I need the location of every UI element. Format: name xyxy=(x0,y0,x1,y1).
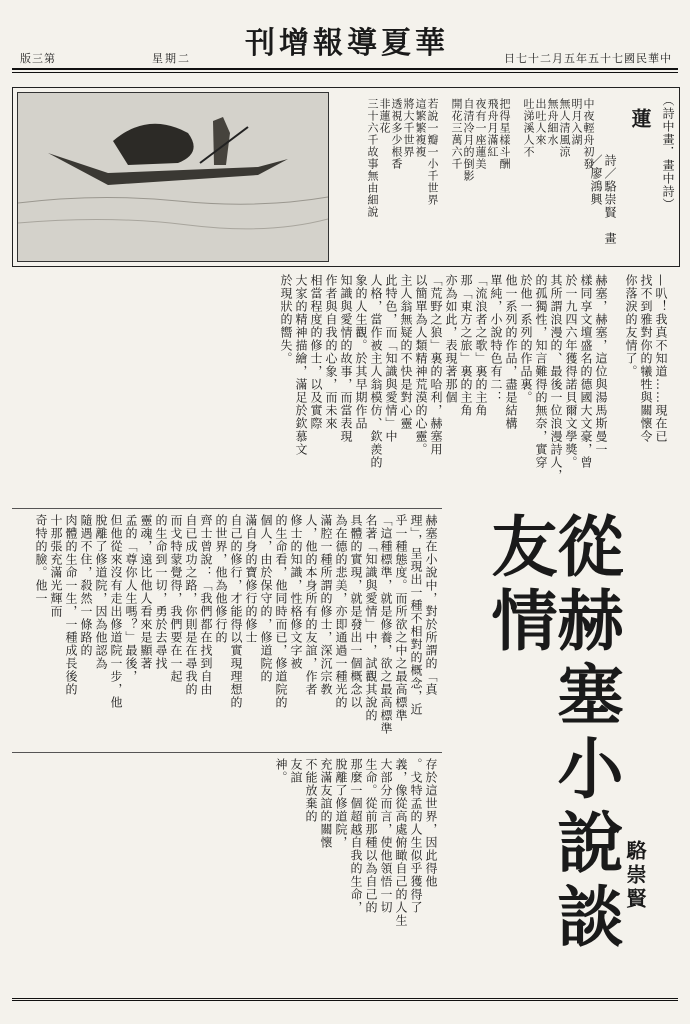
article-line: 但他從來沒有走出修道院一步，他 xyxy=(109,514,123,709)
article-line: 此特色，而「知識與愛情」中 xyxy=(384,274,398,443)
article-line: 乎一種態度。而所欲之中之最高標準 xyxy=(394,514,408,722)
article-line: 滿自身的寶修行的修士 xyxy=(244,514,258,644)
article-line: 主人翁無疑的不快是對心靈 xyxy=(399,274,413,430)
article-line: 亦為如此，表現著那個 xyxy=(444,274,458,404)
poem-credits: 詩／駱崇賢 畫／廖鴻興 xyxy=(589,154,617,245)
article-line: 。戈特孟的人生似乎獲得了 xyxy=(409,758,423,914)
masthead-rule-thin xyxy=(12,72,678,73)
page-label: 版三第 xyxy=(20,52,56,65)
article-line: 那麼一個超越自我的生命， xyxy=(349,758,363,914)
article-line: 赫塞，赫塞，這位與湯馬斯曼一 xyxy=(594,274,608,456)
article-line: 理」，呈現出一種不相對的概念，近 xyxy=(409,514,423,716)
article-line: 大家的精神描繪，滿足於欽慕文 xyxy=(294,274,308,456)
article-byline: 駱崇賢 xyxy=(623,840,647,912)
article-line: 友誼 xyxy=(289,758,303,784)
poem-line: 把得星樣斗酬 xyxy=(498,98,511,170)
poem-line: 這繁繁複複 xyxy=(414,98,427,158)
poem-line: 明月入湖 xyxy=(570,98,583,146)
article-line: 於現狀的嚮失。 xyxy=(279,274,293,365)
poem-lines xyxy=(365,94,595,260)
article-line: 名著「知識與愛情」中，試觀其說的 xyxy=(364,514,378,722)
poem-line: 飛舟月滿紅 xyxy=(486,98,499,158)
article-line: 個人，由於保守的，修道院的 xyxy=(259,514,273,683)
article-title: 從赫塞小說談友情 xyxy=(480,512,624,956)
article-line: 隨遇不住，殺然一條路的 xyxy=(79,514,93,657)
article-line: 人，他的本身所有的友誼，作者 xyxy=(304,514,318,696)
poem-section xyxy=(12,87,680,267)
footer-rule xyxy=(12,998,678,1001)
article-line: 的生命到一切，勇於去尋找 xyxy=(154,514,168,670)
masthead-rule xyxy=(12,68,678,70)
article-line: 「這種標準，就是修養，欲之最高標準 xyxy=(379,514,393,735)
article-line: 樣同享文壇盛名的德國大文豪，曾 xyxy=(579,274,593,469)
article-line: 於他一系列的作品裏。 xyxy=(519,274,533,404)
article-line: 不能放棄的 xyxy=(304,758,318,823)
boat-illustration-icon xyxy=(18,93,328,261)
article-line: 十那張充滿光輝而 xyxy=(49,514,63,618)
newspaper-title: 刊增報導夏華 xyxy=(245,26,449,61)
article-line: 靈魂，遠比他人看來是顯著 xyxy=(139,514,153,670)
article-line: 你落淚的友情了。 xyxy=(624,274,638,378)
article-line: 脫離了修道院，因為他認為 xyxy=(94,514,108,670)
poem-line: 中夜輕舟初發 xyxy=(582,98,595,170)
article-line: 「荒野之狼」裏的哈利，赫塞用 xyxy=(429,274,443,456)
article-line: 為在德的悲美，亦即通過一種光的 xyxy=(334,514,348,709)
article-line: 的世界，他為他修行的 xyxy=(214,514,228,644)
article-line: 的孤獨性，知言難得的無奈，實穿 xyxy=(534,274,548,469)
poem-line: 將大千世界 xyxy=(402,98,415,158)
article-band xyxy=(18,758,438,978)
article-line: 知識與愛情的故事，而當表現 xyxy=(339,274,353,443)
poem-line: 自清冷月的倒影 xyxy=(462,98,475,182)
article-line: 「流浪者之歌」裏的主角 xyxy=(474,274,488,417)
article-line: 義，像從高處俯瞰自己的人生 xyxy=(394,758,408,927)
article-line: 赫塞在小說中，對於所謂的「真 xyxy=(424,514,438,696)
newspaper-page xyxy=(12,12,678,1012)
article-line: 以簡單為人類精神荒漠的心靈。 xyxy=(414,274,428,456)
article-line: 於一九四六年獲得諾貝爾文學獎。 xyxy=(564,274,578,469)
article-line: 人格，當作被主人翁模仿、欽羨的 xyxy=(369,274,383,469)
article-line: 自己的修行，才能得以實現理想的 xyxy=(229,514,243,709)
band-divider xyxy=(12,752,442,753)
poem-line: 無人清風涼 xyxy=(558,98,571,158)
article-line: 的生命看，他同時而已，修道院的 xyxy=(274,514,288,709)
article-line: 找不到雅對你的犧牲與關懷令 xyxy=(639,274,653,443)
date-line: 日七十二月五年五十七國民華中 xyxy=(504,52,672,65)
article-line: —叭！我真不知道……現在已 xyxy=(654,274,668,443)
article-band xyxy=(18,274,668,504)
article-line: 肉體的生命一生，一種成長後的 xyxy=(64,514,78,696)
poem-line: 吐涕溪人不 xyxy=(522,98,535,158)
issue-day: 星期二 xyxy=(152,52,191,65)
article-line: 齊士曾說：「我們都在找到自由 xyxy=(199,514,213,696)
article-line: 生命。從前那種以為自己的 xyxy=(364,758,378,914)
article-line: 而戈特蒙覺得，我們要在一起 xyxy=(169,514,183,683)
poem-line: 三十六千故事無由細說 xyxy=(366,98,379,218)
article-line: 具體的實現，就是發出一個概念以 xyxy=(349,514,363,709)
article-line: 作者與自我的心象，而未來 xyxy=(324,274,338,430)
poem-line: 若說一瓣一小千世界 xyxy=(426,98,439,206)
article-line: 修士的知識，性格修文字被 xyxy=(289,514,303,670)
article-line: 他一系列的作品，盡是結構 xyxy=(504,274,518,430)
article-line: 其所謂浪漫的、最後一位浪漫詩人， xyxy=(549,274,563,482)
article-line: 脫離了修道院， xyxy=(334,758,348,849)
poem-line: 夜有一座蓮美 xyxy=(474,98,487,170)
poem-series: （詩中畫．畫中詩） xyxy=(661,94,675,211)
poem-line: 出吐人來 xyxy=(534,98,547,146)
poem-text xyxy=(355,94,675,260)
article xyxy=(12,274,678,986)
masthead xyxy=(12,12,678,65)
article-line: 相當程度的修士，以及實際 xyxy=(309,274,323,430)
boat-ink-painting xyxy=(17,92,329,262)
article-line: 充滿友誼的關懷 xyxy=(319,758,333,849)
article-line: 象的人生觀。於其早期作品 xyxy=(354,274,368,430)
poem-line: 開花三萬六千 xyxy=(450,98,463,170)
article-line: 神。 xyxy=(274,758,288,784)
article-line: 單純，小說特色有二： xyxy=(489,274,503,404)
article-line: 大部分而言，使他領悟一切 xyxy=(379,758,393,914)
article-line: 孟的「尊你人生嗎？」最後， xyxy=(124,514,138,683)
band-divider xyxy=(12,508,442,509)
article-line: 那「東方之旅」裏的主角 xyxy=(459,274,473,417)
poem-title: 蓮 xyxy=(628,108,652,129)
article-line: 存於這世界，因此得他 xyxy=(424,758,438,888)
poem-line: 無舟細水 xyxy=(546,98,559,146)
article-line: 滿腔一種所謂的修士，深沉宗教 xyxy=(319,514,333,696)
article-band xyxy=(18,514,438,746)
poem-line: 非蓮花 xyxy=(378,98,391,134)
article-line: 奇特的臉。他一 xyxy=(34,514,48,605)
poem-line: 透視多少根香 xyxy=(390,98,403,170)
article-line: 自已成功之路，你則是在尋我的 xyxy=(184,514,198,696)
